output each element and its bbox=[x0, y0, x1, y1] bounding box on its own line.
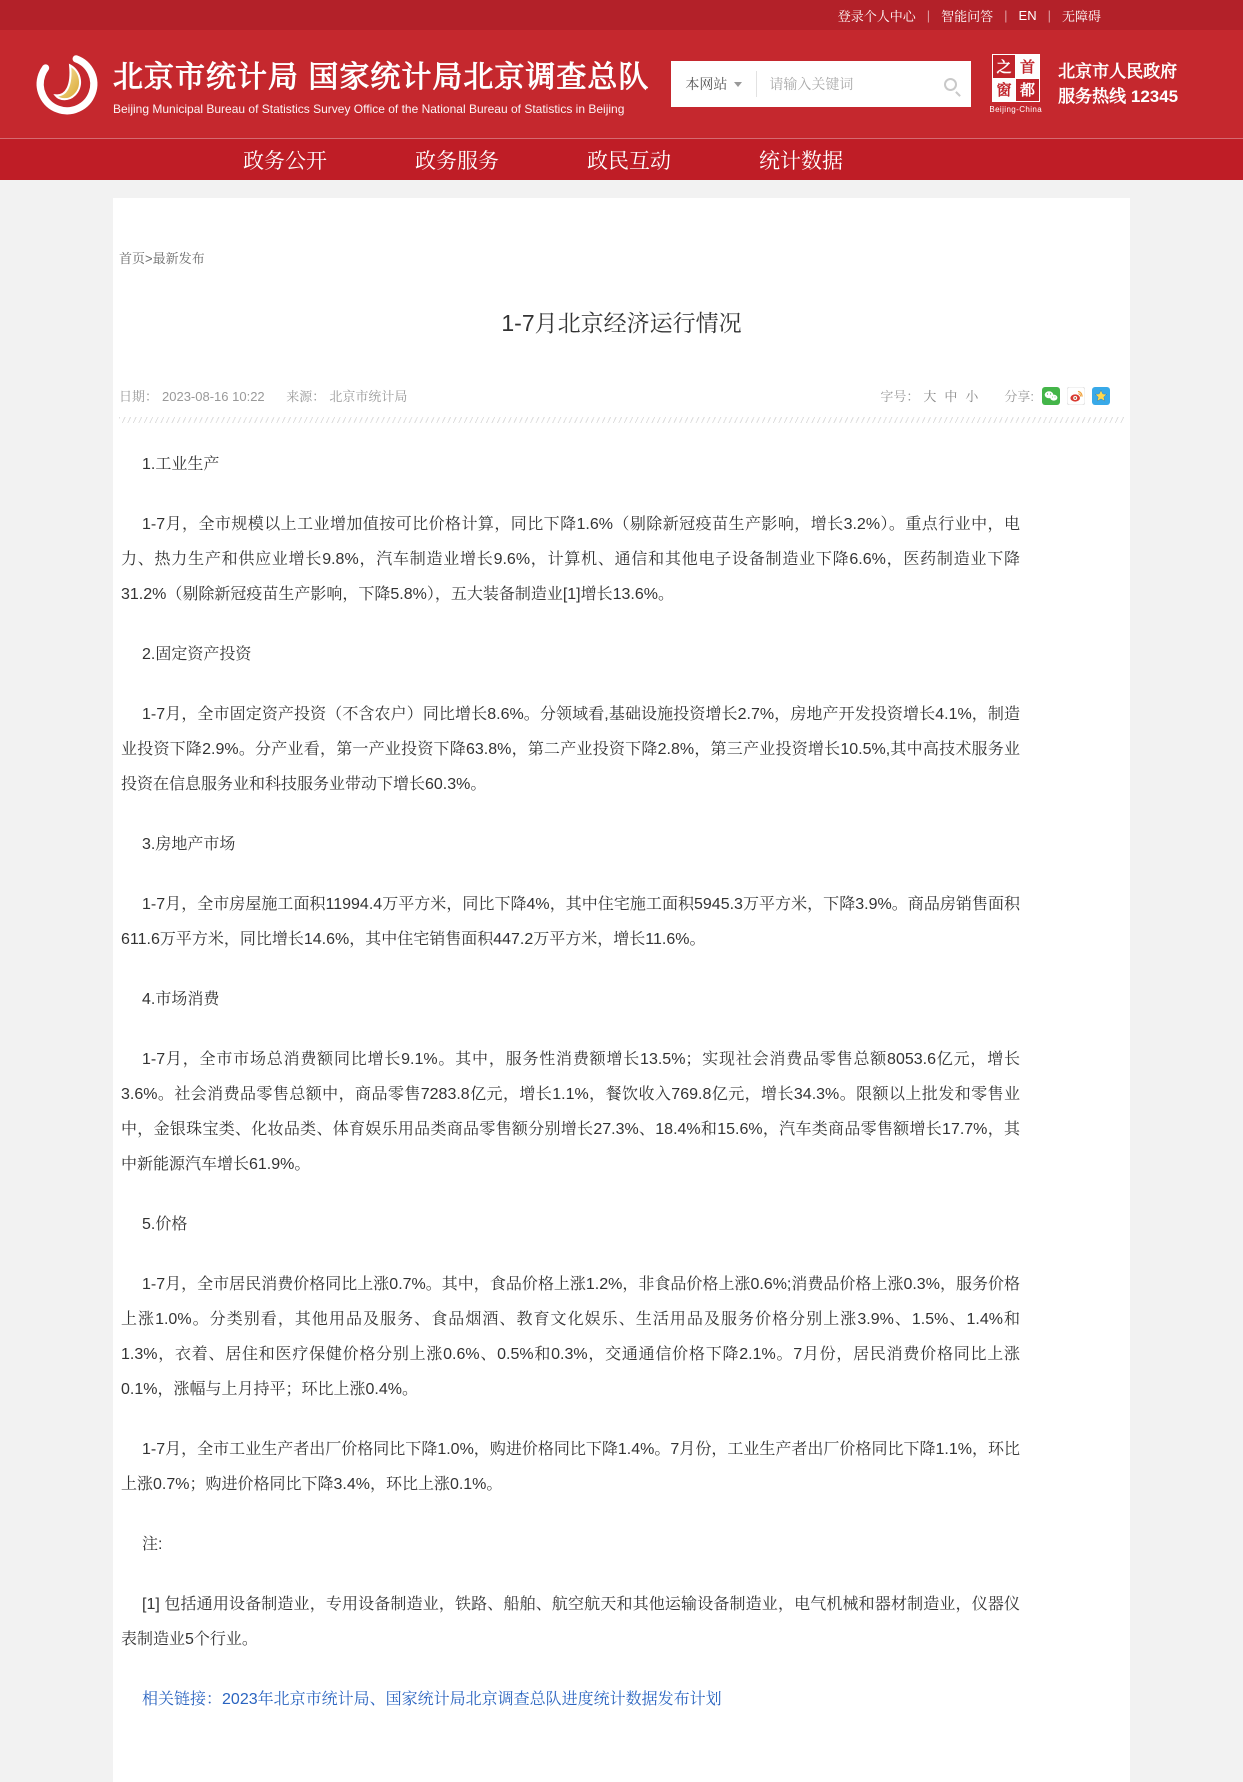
paragraph: 1-7月，全市居民消费价格同比上涨0.7%。其中，食品价格上涨1.2%，非食品价格上涨0.6%;消费品价格上涨0.3%，服务价格上涨1.0%。分类别看，其他用品及服务、食品烟酒、教育文化娱乐、生活用品及服务价格分别上涨3.9%、1.5%、1.4%和1.3%，衣着、居住和医疗保健价格分别上涨0.6%、0.5%和0.3%，交通通信价格下降2.1%。7月份，居民消费价格同比上涨0.1%，涨幅与上月持平；环比上涨0.4%。 bbox=[121, 1276, 1020, 1398]
search-scope-dropdown[interactable] bbox=[671, 74, 756, 94]
nav-item-统计数据[interactable]: 统计数据 bbox=[759, 150, 843, 173]
paragraph: 1-7月，全市工业生产者出厂价格同比下降1.0%，购进价格同比下降1.4%。7月份，工业生产者出厂价格同比下降1.1%，环比上涨0.7%；购进价格同比下降3.4%，环比上涨0.1%。 bbox=[121, 1441, 1020, 1493]
section-heading: 4.市场消费 bbox=[142, 991, 220, 1008]
site-subtitle: Beijing Municipal Bureau of Statistics Survey Office of the National Bureau of Statistics in Beijing bbox=[113, 102, 625, 116]
breadcrumb bbox=[113, 248, 1130, 267]
topbar-link-separator: | bbox=[1004, 7, 1008, 23]
paragraph: [1] 包括通用设备制造业，专用设备制造业，铁路、船舶、航空航天和其他运输设备制造业，电气机械和器材制造业，仪器仪表制造业5个行业。 bbox=[121, 1596, 1020, 1648]
section-heading: 3.房地产市场 bbox=[142, 836, 236, 853]
bureau-logo-icon bbox=[33, 50, 101, 118]
date-value: 2023-08-16 10:22 bbox=[162, 389, 265, 404]
section-heading: 注: bbox=[142, 1536, 163, 1553]
chevron-down-icon bbox=[734, 82, 742, 87]
meta-tools bbox=[880, 386, 1110, 405]
seal-grid bbox=[992, 54, 1040, 102]
topbar-links bbox=[113, 0, 1130, 30]
topbar-link[interactable]: 无障碍 bbox=[1061, 8, 1101, 24]
topbar-link[interactable]: 智能问答 bbox=[941, 8, 994, 24]
topbar-link[interactable]: 登录个人中心 bbox=[837, 8, 916, 24]
article-body bbox=[121, 447, 1020, 1717]
related-links-label: 相关链接： bbox=[142, 1691, 223, 1708]
hotline-line1: 北京市人民政府 bbox=[1058, 61, 1178, 81]
related-link[interactable]: 2023年北京市统计局、国家统计局北京调查总队进度统计数据发布计划 bbox=[222, 1691, 722, 1708]
fontsize-options bbox=[919, 386, 982, 405]
capital-window-seal[interactable] bbox=[989, 54, 1042, 114]
search-box bbox=[671, 61, 971, 107]
search-input[interactable] bbox=[757, 76, 944, 92]
article-meta-row bbox=[113, 386, 1130, 405]
article-title: 1-7月北京经济运行情况 bbox=[501, 310, 742, 336]
section-heading: 5.价格 bbox=[142, 1216, 188, 1233]
share-icons bbox=[1042, 387, 1110, 405]
seal-caption: Beijing-China bbox=[989, 105, 1043, 114]
site-header bbox=[0, 30, 1243, 138]
topbar-link-separator: | bbox=[926, 7, 931, 23]
fontsize-option[interactable]: 小 bbox=[965, 389, 979, 404]
seal-character: 之 bbox=[993, 55, 1016, 78]
nav-items bbox=[113, 139, 1130, 181]
hatched-separator bbox=[119, 417, 1124, 423]
breadcrumb-current[interactable]: 最新发布 bbox=[152, 251, 205, 266]
share-label: 分享: bbox=[1004, 389, 1034, 404]
nav-item-政务服务[interactable]: 政务服务 bbox=[415, 150, 499, 173]
site-brand[interactable] bbox=[33, 50, 649, 118]
breadcrumb-home[interactable]: 首页 bbox=[119, 251, 146, 266]
seal-character: 窗 bbox=[993, 79, 1016, 102]
search-scope-label: 本网站 bbox=[685, 76, 728, 92]
breadcrumb-separator: > bbox=[145, 251, 153, 266]
fontsize-option[interactable]: 大 bbox=[923, 389, 937, 404]
topbar-link[interactable]: EN bbox=[1018, 7, 1037, 23]
date-label: 日期： bbox=[119, 389, 159, 404]
source-value: 北京市统计局 bbox=[329, 389, 408, 404]
content-area bbox=[0, 180, 1243, 1782]
nav-item-政务公开[interactable]: 政务公开 bbox=[243, 150, 327, 173]
nav-item-政民互动[interactable]: 政民互动 bbox=[587, 150, 671, 173]
site-title: 北京市统计局 国家统计局北京调查总队 bbox=[113, 61, 650, 94]
topbar bbox=[0, 0, 1243, 30]
fontsize-label: 字号： bbox=[880, 389, 920, 404]
section-heading: 1.工业生产 bbox=[142, 456, 220, 473]
hotline-line2: 服务热线 12345 bbox=[1058, 87, 1179, 106]
main-nav bbox=[0, 138, 1243, 180]
weibo-share-icon[interactable] bbox=[1067, 387, 1085, 405]
qzone-share-icon[interactable] bbox=[1092, 387, 1110, 405]
related-links-row bbox=[121, 1682, 1020, 1717]
content-card bbox=[113, 198, 1130, 1782]
wechat-share-icon[interactable] bbox=[1042, 387, 1060, 405]
paragraph: 1-7月，全市规模以上工业增加值按可比价格计算，同比下降1.6%（剔除新冠疫苗生产影响，增长3.2%）。重点行业中，电力、热力生产和供应业增长9.8%，汽车制造业增长9.6%，计算机、通信和其他电子设备制造业下降6.6%，医药制造业下降31.2%（剔除新冠疫苗生产影响，下降5.8%），五大装备制造业[1]增长13.6%。 bbox=[121, 516, 1020, 603]
source-label: 来源： bbox=[286, 389, 326, 404]
topbar-link-separator: | bbox=[1047, 7, 1051, 23]
fontsize-option[interactable]: 中 bbox=[944, 389, 958, 404]
search-icon[interactable] bbox=[944, 78, 957, 91]
paragraph: 1-7月，全市市场总消费额同比增长9.1%。其中，服务性消费额增长13.5%；实现社会消费品零售总额8053.6亿元，增长3.6%。社会消费品零售总额中，商品零售7283.8亿元，增长1.1%，餐饮收入769.8亿元，增长34.3%。限额以上批发和零售业中，金银珠宝类、化妆品类、体育娱乐用品类商品零售额分别增长27.3%、18.4%和15.6%，汽车类商品零售额增长17.7%，其中新能源汽车增长61.9%。 bbox=[121, 1051, 1020, 1173]
article-meta bbox=[119, 386, 411, 405]
gov-hotline bbox=[1058, 59, 1178, 110]
paragraph: 1-7月，全市房屋施工面积11994.4万平方米，同比下降4%，其中住宅施工面积5945.3万平方米，下降3.9%。商品房销售面积611.6万平方米，同比增长14.6%，其中住宅销售面积447.2万平方米，增长11.6%。 bbox=[121, 896, 1020, 948]
seal-character: 首 bbox=[1016, 55, 1039, 78]
paragraph: 1-7月，全市固定资产投资（不含农户）同比增长8.6%。分领域看,基础设施投资增长2.7%，房地产开发投资增长4.1%，制造业投资下降2.9%。分产业看，第一产业投资下降63.8%，第二产业投资下降2.8%，第三产业投资增长10.5%,其中高技术服务业投资在信息服务业和科技服务业带动下增长60.3%。 bbox=[121, 706, 1020, 793]
section-heading: 2.固定资产投资 bbox=[142, 646, 252, 663]
seal-character: 都 bbox=[1016, 79, 1039, 102]
